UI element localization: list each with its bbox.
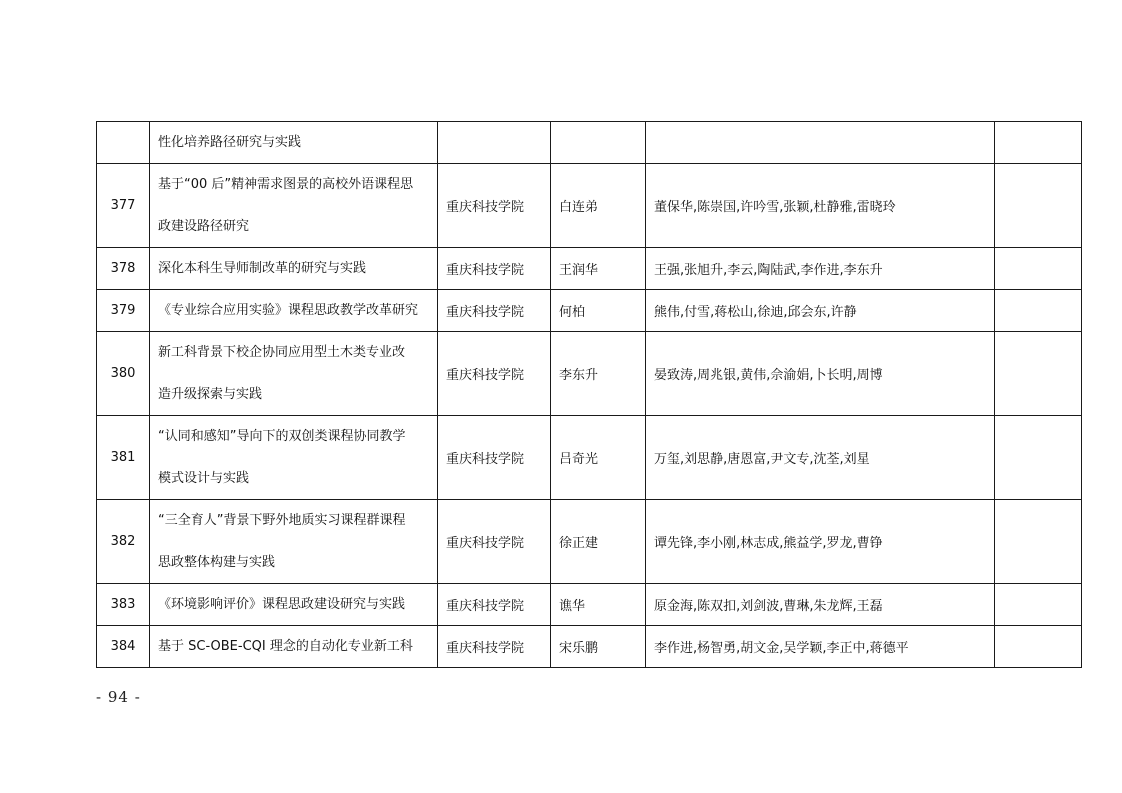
table-row xyxy=(97,122,1082,164)
note-cell xyxy=(995,122,1082,164)
project-title-cell xyxy=(150,290,438,332)
note-cell xyxy=(995,332,1082,416)
row-number-cell: 377 xyxy=(97,164,150,248)
members-cell: 李作进,杨智勇,胡文金,吴学颖,李正中,蒋德平 xyxy=(646,626,995,668)
table-row xyxy=(97,290,1082,332)
project-title-line: 造升级探索与实践 xyxy=(158,386,263,402)
table-row xyxy=(97,416,1082,500)
project-title-cell xyxy=(150,584,438,626)
project-title-line: 深化本科生导师制改革的研究与实践 xyxy=(158,260,367,276)
project-title-line: “三全育人”背景下野外地质实习课程群课程 xyxy=(158,512,406,528)
row-number-cell: 378 xyxy=(97,248,150,290)
note-cell xyxy=(995,248,1082,290)
project-title-cell xyxy=(150,122,438,164)
unit-cell: 重庆科技学院 xyxy=(438,332,551,416)
leader-cell xyxy=(551,122,646,164)
members-cell: 熊伟,付雪,蒋松山,徐迪,邱会东,许静 xyxy=(646,290,995,332)
project-title-line: 基于“00 后”精神需求图景的高校外语课程思 xyxy=(158,176,414,192)
members-cell: 谭先锋,李小刚,林志成,熊益学,罗龙,曹铮 xyxy=(646,500,995,584)
row-number-cell: 383 xyxy=(97,584,150,626)
project-table xyxy=(96,121,1082,668)
project-title-line: 基于 SC-OBE-CQI 理念的自动化专业新工科 xyxy=(158,638,413,654)
note-cell xyxy=(995,584,1082,626)
unit-cell xyxy=(438,122,551,164)
project-title-line: 思政整体构建与实践 xyxy=(158,554,276,570)
project-title-line: 模式设计与实践 xyxy=(158,470,250,486)
table-row xyxy=(97,248,1082,290)
unit-cell: 重庆科技学院 xyxy=(438,626,551,668)
table-row xyxy=(97,332,1082,416)
row-number-cell: 380 xyxy=(97,332,150,416)
project-title-line: “认同和感知”导向下的双创类课程协同教学 xyxy=(158,428,406,444)
note-cell xyxy=(995,164,1082,248)
members-cell xyxy=(646,122,995,164)
project-title-line: 性化培养路径研究与实践 xyxy=(158,134,302,150)
project-title-cell xyxy=(150,626,438,668)
unit-cell: 重庆科技学院 xyxy=(438,416,551,500)
project-title-cell xyxy=(150,332,438,416)
leader-cell: 何柏 xyxy=(551,290,646,332)
leader-cell: 宋乐鹏 xyxy=(551,626,646,668)
members-cell: 原金海,陈双扣,刘剑波,曹琳,朱龙辉,王磊 xyxy=(646,584,995,626)
members-cell: 董保华,陈崇国,许吟雪,张颖,杜静雅,雷晓玲 xyxy=(646,164,995,248)
table-body xyxy=(97,122,1082,668)
unit-cell: 重庆科技学院 xyxy=(438,584,551,626)
row-number-cell xyxy=(97,122,150,164)
project-title-cell xyxy=(150,500,438,584)
project-title-line: 新工科背景下校企协同应用型土木类专业改 xyxy=(158,344,406,360)
members-cell: 晏致涛,周兆银,黄伟,佘渝娟,卜长明,周博 xyxy=(646,332,995,416)
leader-cell: 白连弟 xyxy=(551,164,646,248)
project-title-cell xyxy=(150,416,438,500)
note-cell xyxy=(995,500,1082,584)
leader-cell: 吕奇光 xyxy=(551,416,646,500)
table-row xyxy=(97,164,1082,248)
unit-cell: 重庆科技学院 xyxy=(438,164,551,248)
note-cell xyxy=(995,626,1082,668)
row-number-cell: 379 xyxy=(97,290,150,332)
leader-cell: 李东升 xyxy=(551,332,646,416)
table-row xyxy=(97,626,1082,668)
row-number-cell: 384 xyxy=(97,626,150,668)
project-title-cell xyxy=(150,164,438,248)
project-title-cell xyxy=(150,248,438,290)
row-number-cell: 381 xyxy=(97,416,150,500)
page-number: - 94 - xyxy=(96,688,141,706)
project-title-line: 政建设路径研究 xyxy=(158,218,250,234)
members-cell: 万玺,刘思静,唐恩富,尹文专,沈荃,刘星 xyxy=(646,416,995,500)
table-row xyxy=(97,584,1082,626)
project-title-line: 《环境影响评价》课程思政建设研究与实践 xyxy=(158,596,406,612)
leader-cell: 谯华 xyxy=(551,584,646,626)
unit-cell: 重庆科技学院 xyxy=(438,290,551,332)
note-cell xyxy=(995,290,1082,332)
leader-cell: 王润华 xyxy=(551,248,646,290)
table-row xyxy=(97,500,1082,584)
note-cell xyxy=(995,416,1082,500)
row-number-cell: 382 xyxy=(97,500,150,584)
unit-cell: 重庆科技学院 xyxy=(438,248,551,290)
leader-cell: 徐正建 xyxy=(551,500,646,584)
members-cell: 王强,张旭升,李云,陶陆武,李作进,李东升 xyxy=(646,248,995,290)
project-title-line: 《专业综合应用实验》课程思政教学改革研究 xyxy=(158,302,419,318)
unit-cell: 重庆科技学院 xyxy=(438,500,551,584)
